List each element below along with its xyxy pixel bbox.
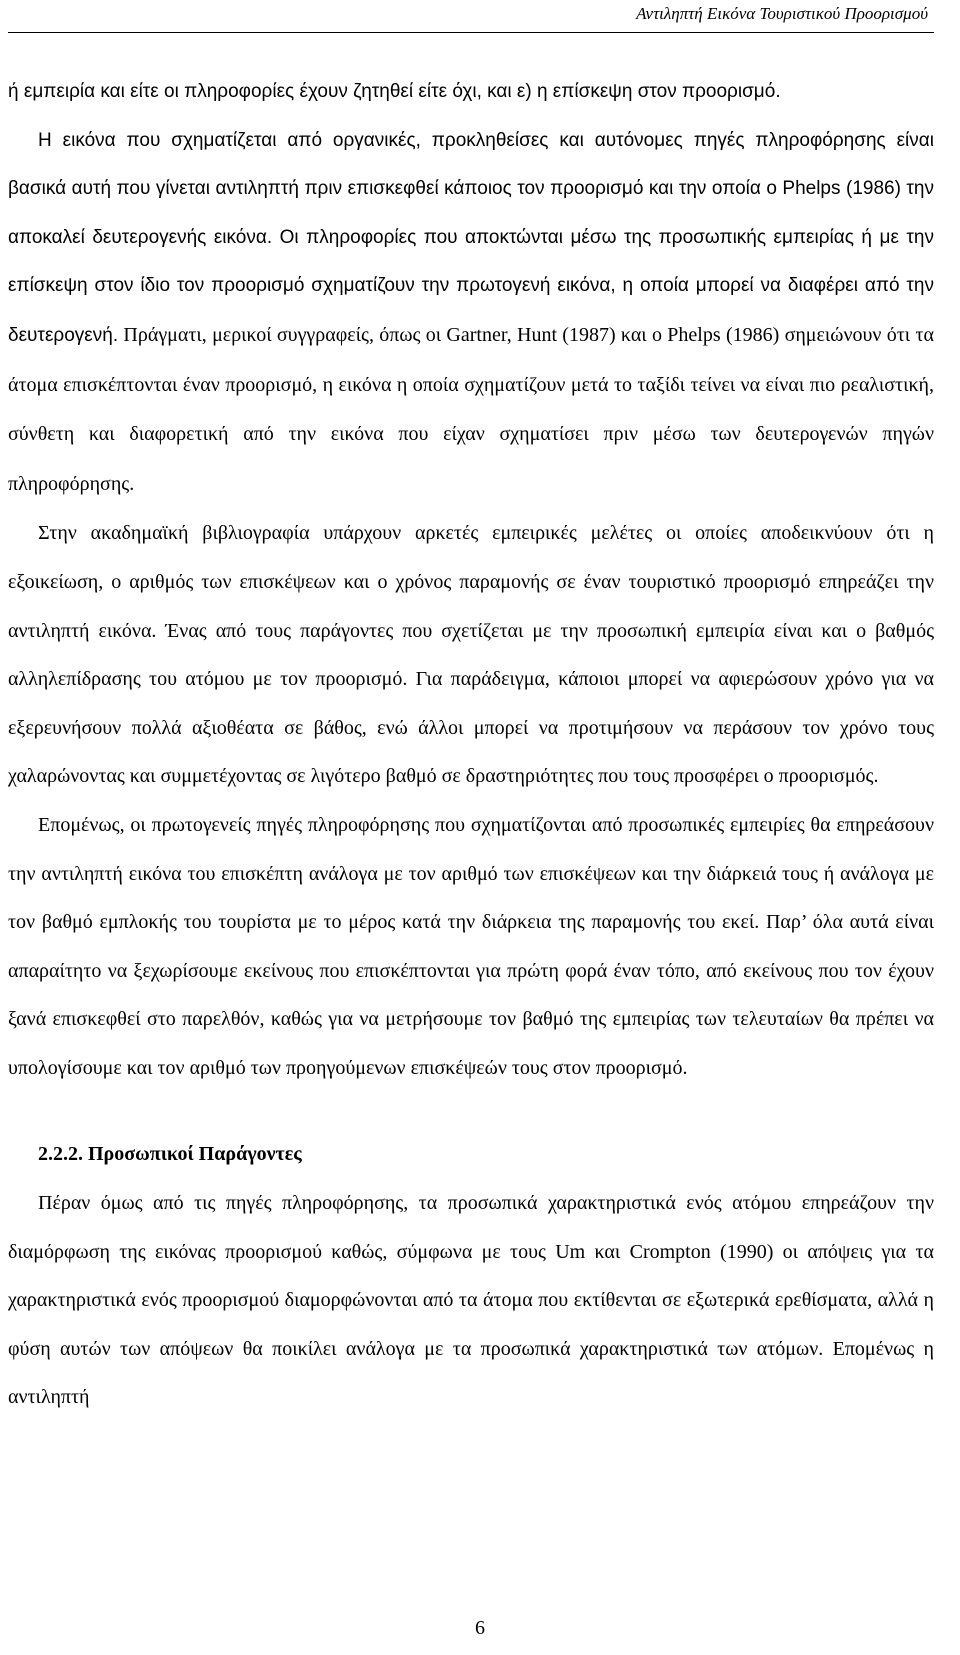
section-spacer [8, 1092, 934, 1130]
header-rule [8, 32, 934, 33]
body-text [8, 68, 934, 1422]
running-header: Αντιληπτή Εικόνα Τουριστικού Προορισμού [636, 4, 928, 23]
paragraph-1: ή εμπειρία και είτε οι πληροφορίες έχουν ζητηθεί είτε όχι, και ε) η επίσκεψη στον προορισμό. [8, 81, 781, 102]
paragraph-5: Πέραν όμως από τις πηγές πληροφόρησης, τα προσωπικά χαρακτηριστικά ενός ατόμου επηρεάζουν την διαμόρφωση της εικόνας προορισμού καθώς, σύμφωνα με τους Um και Crompton (1990) οι απόψεις για τα χαρακτηριστικά ενός προορισμού διαμορφώνονται από τα άτομα που εκτίθενται σε εξωτερικά ερεθίσματα, αλλά η φύση αυτών των απόψεων θα ποικίλει ανάλογα με τα προσωπικά χαρακτηριστικά των ατόμων. Επομένως η αντιληπτή [8, 1192, 934, 1409]
paragraph-2 [8, 117, 934, 510]
paragraph-2-part-1: Η εικόνα που σχηματίζεται από οργανικές, προκληθείσες και αυτόνομες πηγές πληροφόρησης είναι βασικά αυτή που γίνεται αντιληπτή πριν επισκεφθεί κάποιος τον προορισμό και την οποία ο Phelps (1986) την αποκαλεί δευτερογενής εικόνα. Οι πληροφορίες που αποκτώνται μέσω της προσωπικής εμπειρίας ή με την επίσκεψη στον ίδιο τον προορισμό σχηματίζουν την πρωτογενή εικόνα, η οποία μπορεί να διαφέρει από την δευτερογενή. [8, 129, 934, 346]
page-number: 6 [475, 1617, 485, 1639]
section-heading: 2.2.2. Προσωπικοί Παράγοντες [38, 1143, 302, 1166]
paragraph-4: Επομένως, οι πρωτογενείς πηγές πληροφόρησης που σχηματίζονται από προσωπικές εμπειρίες θα επηρεάσουν την αντιληπτή εικόνα του επισκέπτη ανάλογα με τον αριθμό των επισκέψεων και την διάρκειά τους ή ανάλογα με τον βαθμό εμπλοκής του τουρίστα με το μέρος κατά την διάρκεια της παραμονής του εκεί. Παρ’ όλα αυτά είναι απαραίτητο να ξεχωρίσουμε εκείνους που επισκέπτονται για πρώτη φορά έναν τόπο, από εκείνους που τον έχουν ξανά επισκεφθεί στο παρελθόν, καθώς για να μετρήσουμε τον βαθμό της εμπειρίας των τελευταίων θα πρέπει να υπολογίσουμε και τον αριθμό των προηγούμενων επισκέψεών τους στον προορισμό. [8, 813, 934, 1079]
paragraph-3: Στην ακαδημαϊκή βιβλιογραφία υπάρχουν αρκετές εμπειρικές μελέτες οι οποίες αποδεικνύουν ότι η εξοικείωση, ο αριθμός των επισκέψεων και ο χρόνος παραμονής σε έναν τουριστικό προορισμό επηρεάζει την αντιληπτή εικόνα. Ένας από τους παράγοντες που σχετίζεται με την προσωπική εμπειρία είναι και ο βαθμός αλληλεπίδρασης του ατόμου με τον προορισμό. Για παράδειγμα, κάποιοι μπορεί να αφιερώσουν χρόνο για να εξερευνήσουν πολλά αξιοθέατα σε βάθος, ενώ άλλοι μπορεί να προτιμήσουν να περάσουν τον χρόνο τους χαλαρώνοντας και συμμετέχοντας σε λιγότερο βαθμό σε δραστηριότητες που τους προσφέρει ο προορισμός. [8, 522, 934, 788]
paragraph-2-part-2: Πράγματι, μερικοί συγγραφείς, όπως οι Gartner, Hunt (1987) και ο Phelps (1986) σημειώνουν ότι τα άτομα επισκέπτονται έναν προορισμό, η εικόνα η οποία σχηματίζουν μετά το ταξίδι τείνει να είναι πιο ρεαλιστική, σύνθετη και διαφορετική από την εικόνα που είχαν σχηματίσει πριν μέσω των δευτερογενών πηγών πληροφόρησης. [8, 323, 934, 495]
